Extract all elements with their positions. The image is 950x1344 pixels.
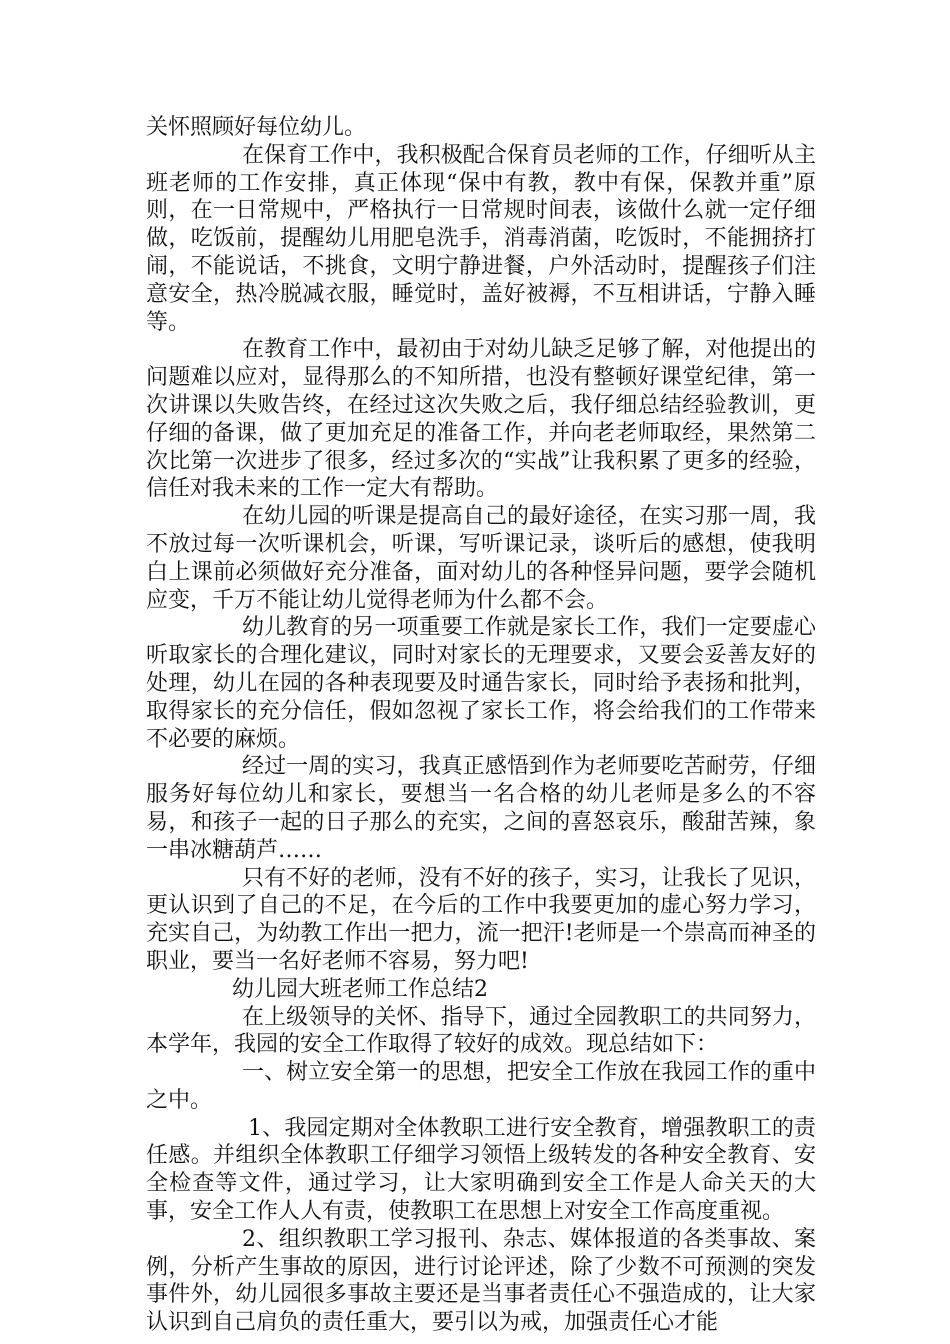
list-item: 2、组织教职工学习报刊、杂志、媒体报道的各类事故、案例，分析产生事故的原因，进行讨论评述，除了少数不可预测的突发事件外，幼儿园很多事故主要还是当事者责任心不强造成的，让大家认识到自己肩负的责任重大，要引以为戒，加强责任心才能 — [146, 1226, 816, 1336]
document-body — [146, 114, 816, 1337]
paragraph: 在幼儿园的听课是提高自己的最好途径，在实习那一周，我不放过每一次听课机会，听课，写听课记录，谈听后的感想，使我明白上课前必须做好充分准备，面对幼儿的各种怪异问题，要学会随机应变，千万不能让幼儿觉得老师为什么都不会。 — [146, 504, 816, 613]
subheading: 一、树立安全第一的思想，把安全工作放在我园工作的重中之中。 — [146, 1060, 816, 1113]
paragraph: 在保育工作中，我积极配合保育员老师的工作，仔细听从主班老师的工作安排，真正体现“保中有教，教中有保，保教并重”原则，在一日常规中，严格执行一日常规时间表，该做什么就一定仔细做，吃饭前，提醒幼儿用肥皂洗手，消毒消菌，吃饭时，不能拥挤打闹，不能说话，不挑食，文明宁静进餐，户外活动时，提醒孩子们注意安全，热冷脱减衣服，睡觉时，盖好被褥，不互相讲话，宁静入睡等。 — [146, 142, 816, 335]
paragraph: 只有不好的老师，没有不好的孩子，实习，让我长了见识，更认识到了自己的不足，在今后的工作中我要更加的虚心努力学习，充实自己，为幼教工作出一把力，流一把汗!老师是一个崇高而神圣的职业，要当一名好老师不容易，努力吧! — [146, 865, 816, 974]
paragraph: 幼儿教育的另一项重要工作就是家长工作，我们一定要虚心听取家长的合理化建议，同时对家长的无理要求，又要会妥善友好的处理，幼儿在园的各种表现要及时通告家长，同时给予表扬和批判，取得家长的充分信任，假如忽视了家长工作，将会给我们的工作带来不必要的麻烦。 — [146, 615, 816, 752]
paragraph: 经过一周的实习，我真正感悟到作为老师要吃苦耐劳，仔细服务好每位幼儿和家长，要想当一名合格的幼儿老师是多么的不容易，和孩子一起的日子那么的充实，之间的喜怒哀乐，酸甜苦辣，象一串冰糖葫芦…… — [146, 754, 816, 863]
paragraph: 在教育工作中，最初由于对幼儿缺乏足够了解，对他提出的问题难以应对，显得那么的不知所措，也没有整顿好课堂纪律，第一次讲课以失败告终，在经过这次失败之后，我仔细总结经验教训，更仔细的备课，做了更加充足的准备工作，并向老老师取经，果然第二次比第一次进步了很多，经过多次的“实战”让我积累了更多的经验，信任对我未来的工作一定大有帮助。 — [146, 337, 816, 502]
paragraph: 在上级领导的关怀、指导下，通过全园教职工的共同努力，本学年，我园的安全工作取得了较好的成效。现总结如下： — [146, 1004, 816, 1058]
section-heading: 幼儿园大班老师工作总结2 — [232, 976, 488, 1002]
paragraph: 关怀照顾好每位幼儿。 — [146, 115, 367, 140]
list-item: 1、我园定期对全体教职工进行安全教育，增强教职工的责任感。并组织全体教职工仔细学习领悟上级转发的各种安全教育、安全检查等文件，通过学习，让大家明确到安全工作是人命关天的大事，安全工作人人有责，使教职工在思想上对安全工作高度重视。 — [146, 1115, 816, 1225]
